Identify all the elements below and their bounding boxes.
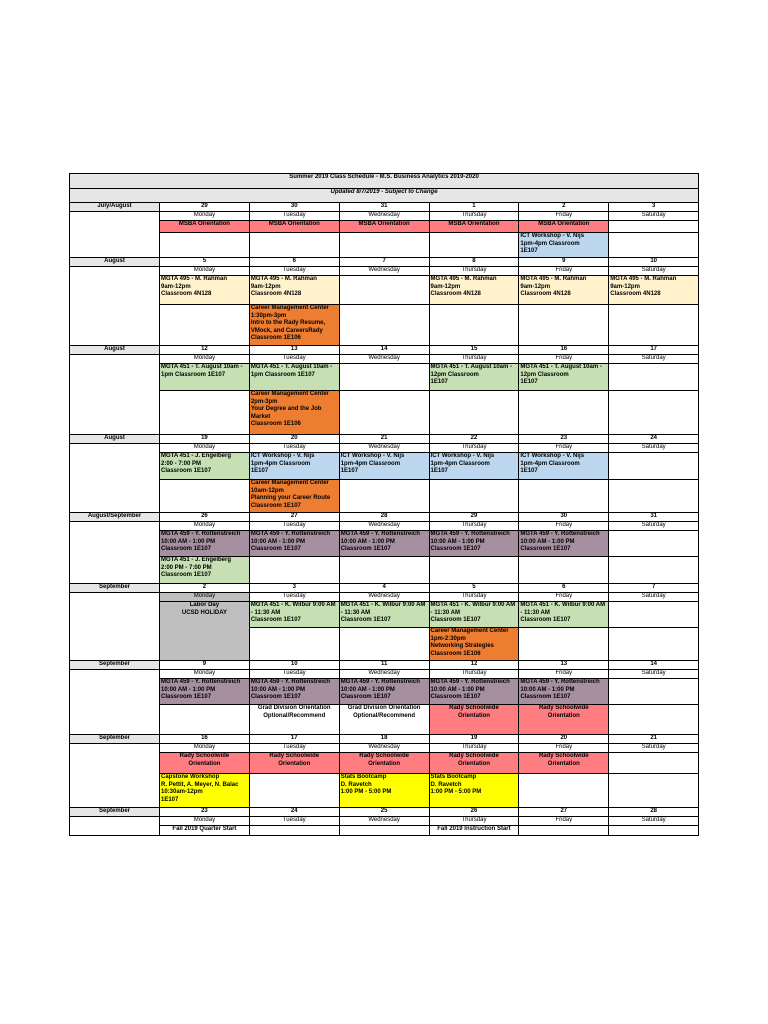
day-number: 9 [160,661,250,670]
event-cell: MGTA 459 - Y. Rottenstreich 10:00 AM - 1:00 PM Classroom 1E107 [429,679,519,705]
event-cell: Stats Bootcamp D. Ravetch 1:00 PM - 5:00 PM [339,774,429,808]
day-name: Friday [519,593,609,602]
empty-cell [339,826,429,836]
month-cell-blank [70,444,160,513]
empty-cell [609,826,699,836]
event-cell: MGTA 495 - M. Rahman 9am-12pm Classroom 4N128 [429,276,519,305]
day-number: 2 [519,203,609,212]
event-row [70,531,699,557]
event-cell: MGTA 451 - K. Wilbur 9:00 AM - 11:30 AM Classroom 1E107 [339,602,429,628]
day-number: 24 [609,435,699,444]
day-number: 7 [339,258,429,267]
day-name: Tuesday [249,444,339,453]
month-cell-blank [70,593,160,661]
event-cell: Grad Division Orientation Optional/Recommend [339,705,429,735]
day-number: 26 [429,808,519,817]
event-cell: MSBA Orientation [429,221,519,233]
month-label: August [70,435,160,444]
day-name: Thursday [429,670,519,679]
day-name: Tuesday [249,267,339,276]
day-name: Wednesday [339,212,429,221]
event-cell: ICT Workshop - V. Nijs 1pm-4pm Classroom 1E107 [429,453,519,480]
day-number: 20 [519,735,609,744]
day-number: 3 [609,203,699,212]
week-daynum-row [70,513,699,522]
day-name: Friday [519,744,609,753]
day-number: 23 [519,435,609,444]
empty-cell [609,364,699,391]
day-number: 30 [249,203,339,212]
day-name: Monday [160,670,250,679]
day-number: 8 [429,258,519,267]
day-name: Thursday [429,355,519,364]
empty-cell [249,774,339,808]
day-number: 16 [160,735,250,744]
day-name: Thursday [429,744,519,753]
day-name: Thursday [429,593,519,602]
empty-cell [160,305,250,346]
event-cell: Rady Schoolwide Orientation [160,753,250,774]
day-number: 5 [429,584,519,593]
event-cell: MGTA 451 - T. August 10am - 1pm Classroom 1E107 [160,364,250,391]
day-number: 14 [339,346,429,355]
empty-cell [609,221,699,233]
day-number: 12 [429,661,519,670]
month-cell-blank [70,212,160,258]
day-number: 15 [429,346,519,355]
empty-cell [609,480,699,513]
title-row [70,174,699,189]
day-number: 1 [429,203,519,212]
day-number: 31 [339,203,429,212]
day-number: 17 [609,346,699,355]
event-cell: Stats Bootcamp D. Ravetch 1:00 PM - 5:00 PM [429,774,519,808]
day-number: 21 [609,735,699,744]
event-cell: Career Management Center 1pm-2:30pm Networking Strategies Classroom 1E106 [429,628,519,661]
event-cell: Rady Schoolwide Orientation [249,753,339,774]
empty-cell [519,305,609,346]
empty-cell [519,628,609,661]
event-row [70,221,699,233]
empty-cell [519,774,609,808]
empty-cell [339,276,429,305]
event-cell: MGTA 459 - Y. Rottenstreich 10:00 AM - 1:00 PM Classroom 1E107 [519,679,609,705]
month-label: September [70,808,160,817]
empty-cell [339,391,429,435]
day-number: 4 [339,584,429,593]
day-name: Friday [519,444,609,453]
event-row [70,364,699,391]
event-cell: Career Management Center 10am-12pm Planning your Career Route Classroom 1E107 [249,480,339,513]
month-label: August [70,258,160,267]
event-cell: Fall 2019 Quarter Start [160,826,250,836]
month-label: August/September [70,513,160,522]
day-number: 12 [160,346,250,355]
empty-cell [339,364,429,391]
event-cell: MGTA 459 - Y. Rottenstreich 10:00 AM - 1:00 PM Classroom 1E107 [429,531,519,557]
day-number: 16 [519,346,609,355]
event-cell: Career Management Center 2pm-3pm Your Degree and the Job Market Classroom 1E106 [249,391,339,435]
event-cell: Fall 2019 Instruction Start [429,826,519,836]
month-cell-blank [70,355,160,435]
event-row [70,233,699,258]
day-number: 6 [249,258,339,267]
day-number: 7 [609,584,699,593]
month-label: September [70,735,160,744]
day-number: 30 [519,513,609,522]
day-name: Saturday [609,444,699,453]
day-number: 25 [339,808,429,817]
subtitle-row [70,189,699,203]
empty-cell [339,557,429,584]
empty-cell [249,628,339,661]
event-cell: Rady Schoolwide Orientation [429,753,519,774]
event-row [70,705,699,735]
day-number: 22 [429,435,519,444]
event-cell: MGTA 451 - K. Wilbur 9:00 AM - 11:30 AM Classroom 1E107 [429,602,519,628]
week-dayname-row [70,522,699,531]
event-row [70,774,699,808]
empty-cell [519,391,609,435]
day-name: Friday [519,267,609,276]
event-row [70,753,699,774]
day-name: Saturday [609,817,699,826]
day-name: Wednesday [339,817,429,826]
day-number: 24 [249,808,339,817]
week-daynum-row [70,661,699,670]
day-name: Monday [160,267,250,276]
day-number: 5 [160,258,250,267]
day-name: Tuesday [249,817,339,826]
month-label: August [70,346,160,355]
day-name: Wednesday [339,355,429,364]
week-daynum-row [70,735,699,744]
event-cell: MGTA 459 - Y. Rottenstreich 10:00 AM - 1:00 PM Classroom 1E107 [339,679,429,705]
event-cell: MGTA 451 - J. Engelberg 2:00 PM - 7:00 PM Classroom 1E107 [160,557,250,584]
day-number: 9 [519,258,609,267]
empty-cell [429,557,519,584]
day-name: Monday [160,593,250,602]
day-name: Monday [160,522,250,531]
week-dayname-row [70,670,699,679]
month-label: September [70,661,160,670]
day-name: Wednesday [339,593,429,602]
day-number: 11 [339,661,429,670]
day-name: Tuesday [249,355,339,364]
day-name: Thursday [429,817,519,826]
event-cell: MGTA 495 - M. Rahman 9am-12pm Classroom 4N128 [519,276,609,305]
week-daynum-row [70,203,699,212]
month-label: July/August [70,203,160,212]
day-name: Tuesday [249,744,339,753]
day-number: 31 [609,513,699,522]
week-dayname-row [70,444,699,453]
event-cell: MGTA 495 - M. Rahman 9am-12pm Classroom 4N128 [160,276,250,305]
event-cell: MSBA Orientation [519,221,609,233]
event-row [70,480,699,513]
day-name: Saturday [609,267,699,276]
event-cell: MGTA 459 - Y. Rottenstreich 10:00 AM - 1:00 PM Classroom 1E107 [160,679,250,705]
empty-cell [339,305,429,346]
day-name: Saturday [609,593,699,602]
event-cell: Grad Division Orientation Optional/Recommend [249,705,339,735]
day-name: Saturday [609,522,699,531]
day-number: 2 [160,584,250,593]
event-cell: ICT Workshop - V. Nijs 1pm-4pm Classroom 1E107 [339,453,429,480]
empty-cell [609,753,699,774]
empty-cell [429,391,519,435]
empty-cell [429,480,519,513]
event-cell: MGTA 451 - T. August 10am - 1pm Classroom 1E107 [249,364,339,391]
day-number: 10 [609,258,699,267]
empty-cell [609,774,699,808]
event-cell: MGTA 459 - Y. Rottenstreich 10:00 AM - 1:00 PM Classroom 1E107 [339,531,429,557]
empty-cell [249,557,339,584]
event-cell: MSBA Orientation [339,221,429,233]
day-number: 26 [160,513,250,522]
day-number: 29 [160,203,250,212]
day-name: Friday [519,817,609,826]
day-name: Wednesday [339,444,429,453]
week-daynum-row [70,435,699,444]
day-name: Wednesday [339,522,429,531]
day-name: Tuesday [249,522,339,531]
event-cell: Rady Schoolwide Orientation [429,705,519,735]
empty-cell [160,233,250,258]
event-cell: MSBA Orientation [160,221,250,233]
empty-cell [429,233,519,258]
event-row [70,453,699,480]
day-number: 27 [519,808,609,817]
event-cell: Rady Schoolwide Orientation [519,753,609,774]
day-number: 28 [609,808,699,817]
empty-cell [609,628,699,661]
day-name: Tuesday [249,670,339,679]
month-cell-blank [70,267,160,346]
day-number: 20 [249,435,339,444]
month-cell-blank [70,522,160,584]
month-label: September [70,584,160,593]
event-row [70,276,699,305]
event-cell: MGTA 451 - J. Engelberg 2:00 - 7:00 PM Classroom 1E107 [160,453,250,480]
sheet-subtitle: Updated 8/7/2019 - Subject to Change [70,189,699,203]
empty-cell [609,705,699,735]
week-dayname-row [70,744,699,753]
empty-cell [519,557,609,584]
day-number: 18 [339,735,429,744]
event-cell: Career Management Center 1:30pm-3pm Intro to the Rady Resume, VMock, and CareersRady Classroom 1E106 [249,305,339,346]
event-cell: MGTA 459 - Y. Rottenstreich 10:00 AM - 1:00 PM Classroom 1E107 [249,531,339,557]
event-cell: ICT Workshop - V. Nijs 1pm-4pm Classroom 1E107 [519,453,609,480]
event-cell: MGTA 495 - M. Rahman 9am-12pm Classroom 4N128 [609,276,699,305]
day-name: Friday [519,670,609,679]
day-number: 3 [249,584,339,593]
event-cell: MGTA 451 - T. August 10am - 12pm Classroom 1E107 [519,364,609,391]
event-cell: Rady Schoolwide Orientation [519,705,609,735]
event-row [70,602,699,628]
week-daynum-row [70,346,699,355]
event-cell: Labor Day UCSD HOLIDAY [160,602,250,661]
month-cell-blank [70,670,160,735]
empty-cell [160,480,250,513]
event-cell: MGTA 451 - K. Wilbur 9:00 AM - 11:30 AM Classroom 1E107 [249,602,339,628]
event-cell: MGTA 459 - Y. Rottenstreich 10:00 AM - 1:00 PM Classroom 1E107 [519,531,609,557]
event-cell: MSBA Orientation [249,221,339,233]
week-daynum-row [70,258,699,267]
empty-cell [339,233,429,258]
day-number: 13 [519,661,609,670]
day-name: Monday [160,744,250,753]
day-name: Saturday [609,355,699,364]
event-cell: Rady Schoolwide Orientation [339,753,429,774]
event-cell: MGTA 451 - K. Wilbur 9:00 AM - 11:30 AM Classroom 1E107 [519,602,609,628]
day-name: Wednesday [339,744,429,753]
week-dayname-row [70,267,699,276]
day-number: 14 [609,661,699,670]
week-daynum-row [70,808,699,817]
empty-cell [160,705,250,735]
day-name: Friday [519,212,609,221]
day-name: Monday [160,355,250,364]
day-name: Thursday [429,522,519,531]
sheet-title: Summer 2019 Class Schedule - M.S. Business Analytics 2019-2020 [70,174,699,189]
day-name: Saturday [609,212,699,221]
empty-cell [339,480,429,513]
empty-cell [519,480,609,513]
empty-cell [609,531,699,557]
day-number: 21 [339,435,429,444]
event-cell: Capstone Workshop R. Pettit, A. Meyer, N. Balac 10:30am-12pm 1E107 [160,774,250,808]
week-dayname-row [70,355,699,364]
schedule-sheet [69,173,698,850]
empty-cell [429,305,519,346]
day-number: 6 [519,584,609,593]
day-number: 27 [249,513,339,522]
day-name: Monday [160,212,250,221]
event-cell: ICT Workshop - V. Nijs 1pm-4pm Classroom 1E107 [519,233,609,258]
event-row [70,679,699,705]
day-number: 28 [339,513,429,522]
day-name: Wednesday [339,670,429,679]
day-number: 10 [249,661,339,670]
event-cell: MGTA 451 - T. August 10am - 12pm Classroom 1E107 [429,364,519,391]
day-name: Thursday [429,444,519,453]
month-cell-blank [70,817,160,836]
day-number: 19 [160,435,250,444]
day-name: Monday [160,444,250,453]
day-name: Tuesday [249,593,339,602]
day-name: Monday [160,817,250,826]
empty-cell [609,453,699,480]
day-number: 13 [249,346,339,355]
empty-cell [609,305,699,346]
event-row [70,305,699,346]
day-number: 17 [249,735,339,744]
event-cell: ICT Workshop - V. Nijs 1pm-4pm Classroom 1E107 [249,453,339,480]
event-cell: MGTA 459 - Y. Rottenstreich 10:00 AM - 1:00 PM Classroom 1E107 [160,531,250,557]
empty-cell [339,628,429,661]
day-number: 19 [429,735,519,744]
event-cell: MGTA 495 - M. Rahman 9am-12pm Classroom 4N128 [249,276,339,305]
event-row [70,391,699,435]
empty-cell [249,826,339,836]
day-number: 29 [429,513,519,522]
empty-cell [609,233,699,258]
empty-cell [609,679,699,705]
day-name: Thursday [429,212,519,221]
empty-cell [519,826,609,836]
empty-cell [609,602,699,628]
day-name: Tuesday [249,212,339,221]
schedule-table [69,173,699,836]
day-name: Thursday [429,267,519,276]
day-name: Wednesday [339,267,429,276]
event-row [70,826,699,836]
empty-cell [160,391,250,435]
day-name: Saturday [609,744,699,753]
week-dayname-row [70,593,699,602]
day-name: Friday [519,522,609,531]
event-row [70,557,699,584]
day-name: Saturday [609,670,699,679]
day-number: 23 [160,808,250,817]
week-dayname-row [70,212,699,221]
month-cell-blank [70,744,160,808]
empty-cell [609,391,699,435]
event-cell: MGTA 459 - Y. Rottenstreich 10:00 AM - 1:00 PM Classroom 1E107 [249,679,339,705]
empty-cell [609,557,699,584]
day-name: Friday [519,355,609,364]
week-dayname-row [70,817,699,826]
week-daynum-row [70,584,699,593]
empty-cell [249,233,339,258]
